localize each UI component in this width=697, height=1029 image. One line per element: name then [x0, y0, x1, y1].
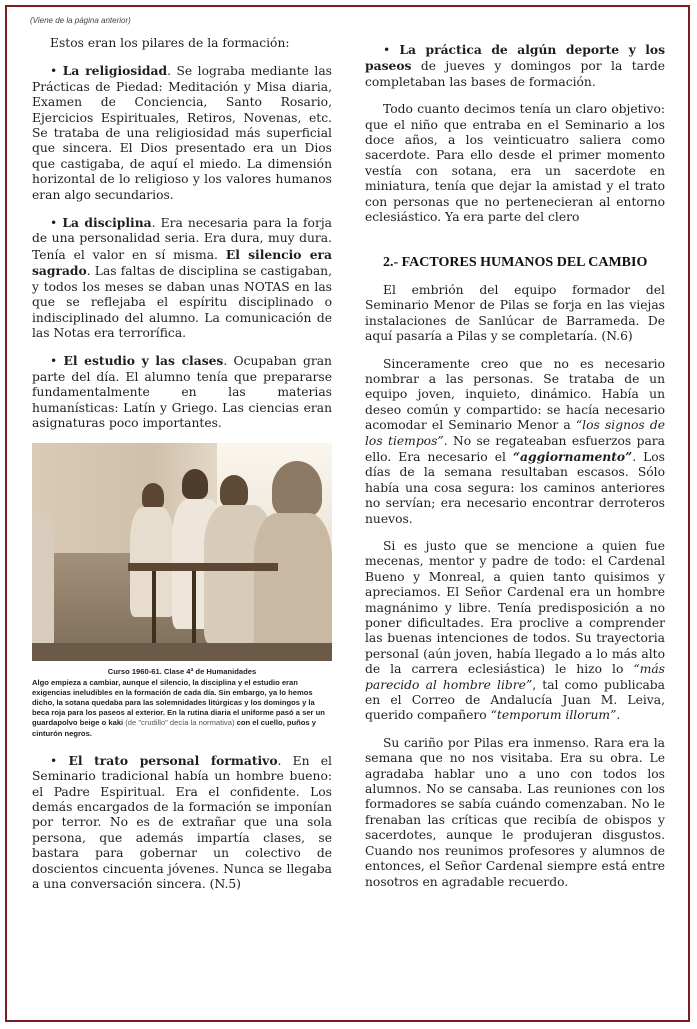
bullet-title: La práctica de algún deporte y los paseos: [365, 42, 666, 74]
caption-text-end: con el cuello, puños y cinturón negros.: [32, 718, 316, 738]
bullet-disciplina: • La disciplina. Era necesaria para la forja de una personalidad seria. Era dura, muy dura. Tenía el valor en sí misma. El silencio era sagrado. Las faltas de disciplina se castigaban, y todos los meses se daban unas NOTAS en las que se reflejaba el espíritu disciplinado o indisciplinado del alumno. La comunicación de las Notas era terrorífica.: [32, 215, 332, 340]
left-column: [32, 36, 332, 904]
bullet-title: El estudio y las clases: [63, 353, 224, 369]
bullet-text: . Era necesaria para la forja de una personalidad seria. Era dura, muy dura. Tenía el valor en sí misma.: [32, 216, 332, 262]
text-run: Si es justo que se mencione a quien fue mecenas, mentor y padre de todo: el Cardenal Bueno y Monreal, a quien tanto quisimos y apreciamos. El Señor Cardenal era un hombre magnánimo y libre. Tenía predisposición a no poner dificultades. Era proclive a comprender las buenas intenciones de todos. Su trayectoria personal (aún joven, había llegado a lo más alto de la carrera eclesiástica) le hizo lo: [365, 538, 665, 677]
italic-quote: “más parecido al hombre libre”: [365, 662, 665, 692]
text-run: . Los días de la semana resultaban escasos. Sólo había una cosa segura: los caminos anteriores no servían; era necesario encontrar derroteros nuevos.: [365, 449, 665, 526]
bullet-text: . En el Seminario tradicional había un hombre bueno: el Padre Espiritual. Era el confidente. Los demás encargados de la formación se imponían por terror. No es de extrañar que una sola persona, que además impartía clases, se bastara para gobernar un colectivo de doscientos cincuenta jóvenes. Nunca se llegaba a una conversación sincera. (N.5): [32, 753, 332, 892]
photo-student: [142, 483, 164, 509]
bullet-title: La religiosidad: [62, 63, 168, 79]
photo-desk: [128, 563, 278, 571]
intro-paragraph: Estos eran los pilares de la formación:: [50, 36, 290, 50]
text-run: .: [616, 708, 621, 723]
bullet-title: La disciplina: [62, 215, 152, 231]
bold-italic-quote: “aggiornamento”: [512, 448, 633, 464]
text-run: . No se regateaban esfuerzos para ello. Era necesario el: [365, 433, 665, 464]
bullet-text: . Ocupaban gran parte del día. El alumno tenía que prepararse fundamentalmente en las materias humanísticas: Latín y Griego. Las ciencias eran asignaturas poco importantes.: [32, 354, 332, 430]
text-run: , tal como publicaba en el Correo de Andalucía Juan M. Leiva, querido compañero: [365, 677, 665, 723]
bullet-text: . Las faltas de disciplina se castigaban, y todos los meses se daban unas NOTAS en las que se reflejaba el espíritu disciplinado o indisciplinado del alumno. La comunicación de las Notas era terrorífica.: [32, 264, 332, 340]
photo-student: [182, 469, 208, 499]
right-column: [365, 42, 665, 902]
italic-quote: “los signos de los tiempos”: [365, 418, 665, 448]
bold-phrase: El silencio era sagrado: [32, 246, 332, 279]
classroom-photo: [32, 443, 332, 661]
bullet-trato: • El trato personal formativo. En el Seminario tradicional había un hombre bueno: el Padre Espiritual. Era el confidente. Los demás encargados de la formación se imponían por terror. No es de extrañar que una sola persona, que además impartía clases, se bastara para gobernar un colectivo de doscientos cincuenta jóvenes. Nunca se llegaba a una conversación sincera. (N.5): [32, 752, 332, 892]
bullet-religiosidad: • La religiosidad. Se lograba mediante las Prácticas de Piedad: Meditación y Misa diaria, Examen de Conciencia, Santo Rosario, Ejercicios Espirituales, Retiros, Novenas, etc. Se trataba de una religiosidad más superficial que sincera. El Dios presentado era un Dios que castigaba, de aquí el miedo. La dimensión horizontal de lo religioso y los valores humanos eran algo secundarios.: [32, 63, 332, 202]
bullet-text: de jueves y domingos por la tarde completaban las bases de formación.: [365, 59, 665, 89]
paragraph-equipo: [365, 357, 665, 527]
photo-caption: [32, 667, 332, 738]
caption-title: Curso 1960-61. Clase 4ª de Humanidades: [107, 667, 257, 677]
section-heading: 2.- FACTORES HUMANOS DEL CAMBIO: [383, 255, 648, 271]
photo-side-student: [32, 513, 54, 653]
text-run: Sinceramente creo que no es necesario nombrar a las personas. Se trataba de un equipo joven, inquieto, dinámico. Había un deseo común y compartido: se hacía necesario acomodar el Seminario Menor a: [365, 356, 665, 433]
photo-student: [220, 475, 248, 507]
photo-floor: [32, 643, 332, 661]
bullet-title: El trato personal formativo: [68, 752, 278, 768]
italic-quote: “temporum illorum”: [490, 708, 617, 723]
photo-desk-leg: [152, 571, 156, 651]
photo-student: [272, 461, 322, 517]
caption-text: Algo empieza a cambiar, aunque el silencio, la disciplina y el estudio eran exigencias ineludibles en la formación de cada día. Sin embargo, ya lo hemos dicho, la sotana quedaba para las solemnidades litúrgicas y los domingos y la beca roja para los paseos al exterior. En la rutina diaria el uniforme pasó a ser un guardapolvo beige o kaki: [32, 677, 325, 728]
paragraph-cardenal: [365, 539, 665, 724]
paragraph-embrion: El embrión del equipo formador del Seminario Menor de Pilas se forja en las viejas instalaciones de Sanlúcar de Barrameda. De aquí pasaría a Pilas y se completaría. (N.6): [365, 282, 665, 344]
caption-note: (de "crudillo" decía la normativa): [125, 718, 235, 728]
bullet-deporte: • La práctica de algún deporte y los paseos de jueves y domingos por la tarde completaban las bases de formación.: [365, 42, 666, 89]
continued-note: (Viene de la página anterior): [30, 16, 131, 25]
photo-student: [254, 513, 332, 661]
paragraph-objetivo: Todo cuanto decimos tenía un claro objetivo: que el niño que entraba en el Seminario a los doce años, a los veinticuatro saliera como sacerdote. Para ello desde el primer momento vestía con sotana, era un sacerdote en miniatura, tenía que dejar la amistad y el trato con personas que no pertenecieran al entorno eclesiástico. Ya era parte del clero: [365, 102, 665, 225]
bullet-estudio: • El estudio y las clases. Ocupaban gran parte del día. El alumno tenía que prepararse fundamentalmente en las materias humanísticas: Latín y Griego. Las ciencias eran asignaturas poco importantes.: [32, 353, 332, 430]
paragraph-carino: Su cariño por Pilas era inmenso. Rara era la semana que no nos visitaba. Era su obra. Le agradaba hablar uno a uno con todos los alumnos. No se cansaba. Las reuniones con los formadores se sabía cuándo comenzaban. No le frenaban las críticas que recibía de obispos y sacerdotes, aunque le produjeran disgustos. Cuando nos reunimos profesores y alumnos de entonces, el Señor Cardenal siempre está entre nosotros en agradable recuerdo.: [365, 735, 665, 889]
bullet-text: . Se lograba mediante las Prácticas de Piedad: Meditación y Misa diaria, Examen de Conciencia, Santo Rosario, Ejercicios Espirituales, Retiros, Novenas, etc. Se trataba de una religiosidad más superficial que sincera. El Dios presentado era un Dios que castigaba, de aquí el miedo. La dimensión horizontal de lo religioso y los valores humanos eran algo secundarios.: [32, 64, 332, 202]
